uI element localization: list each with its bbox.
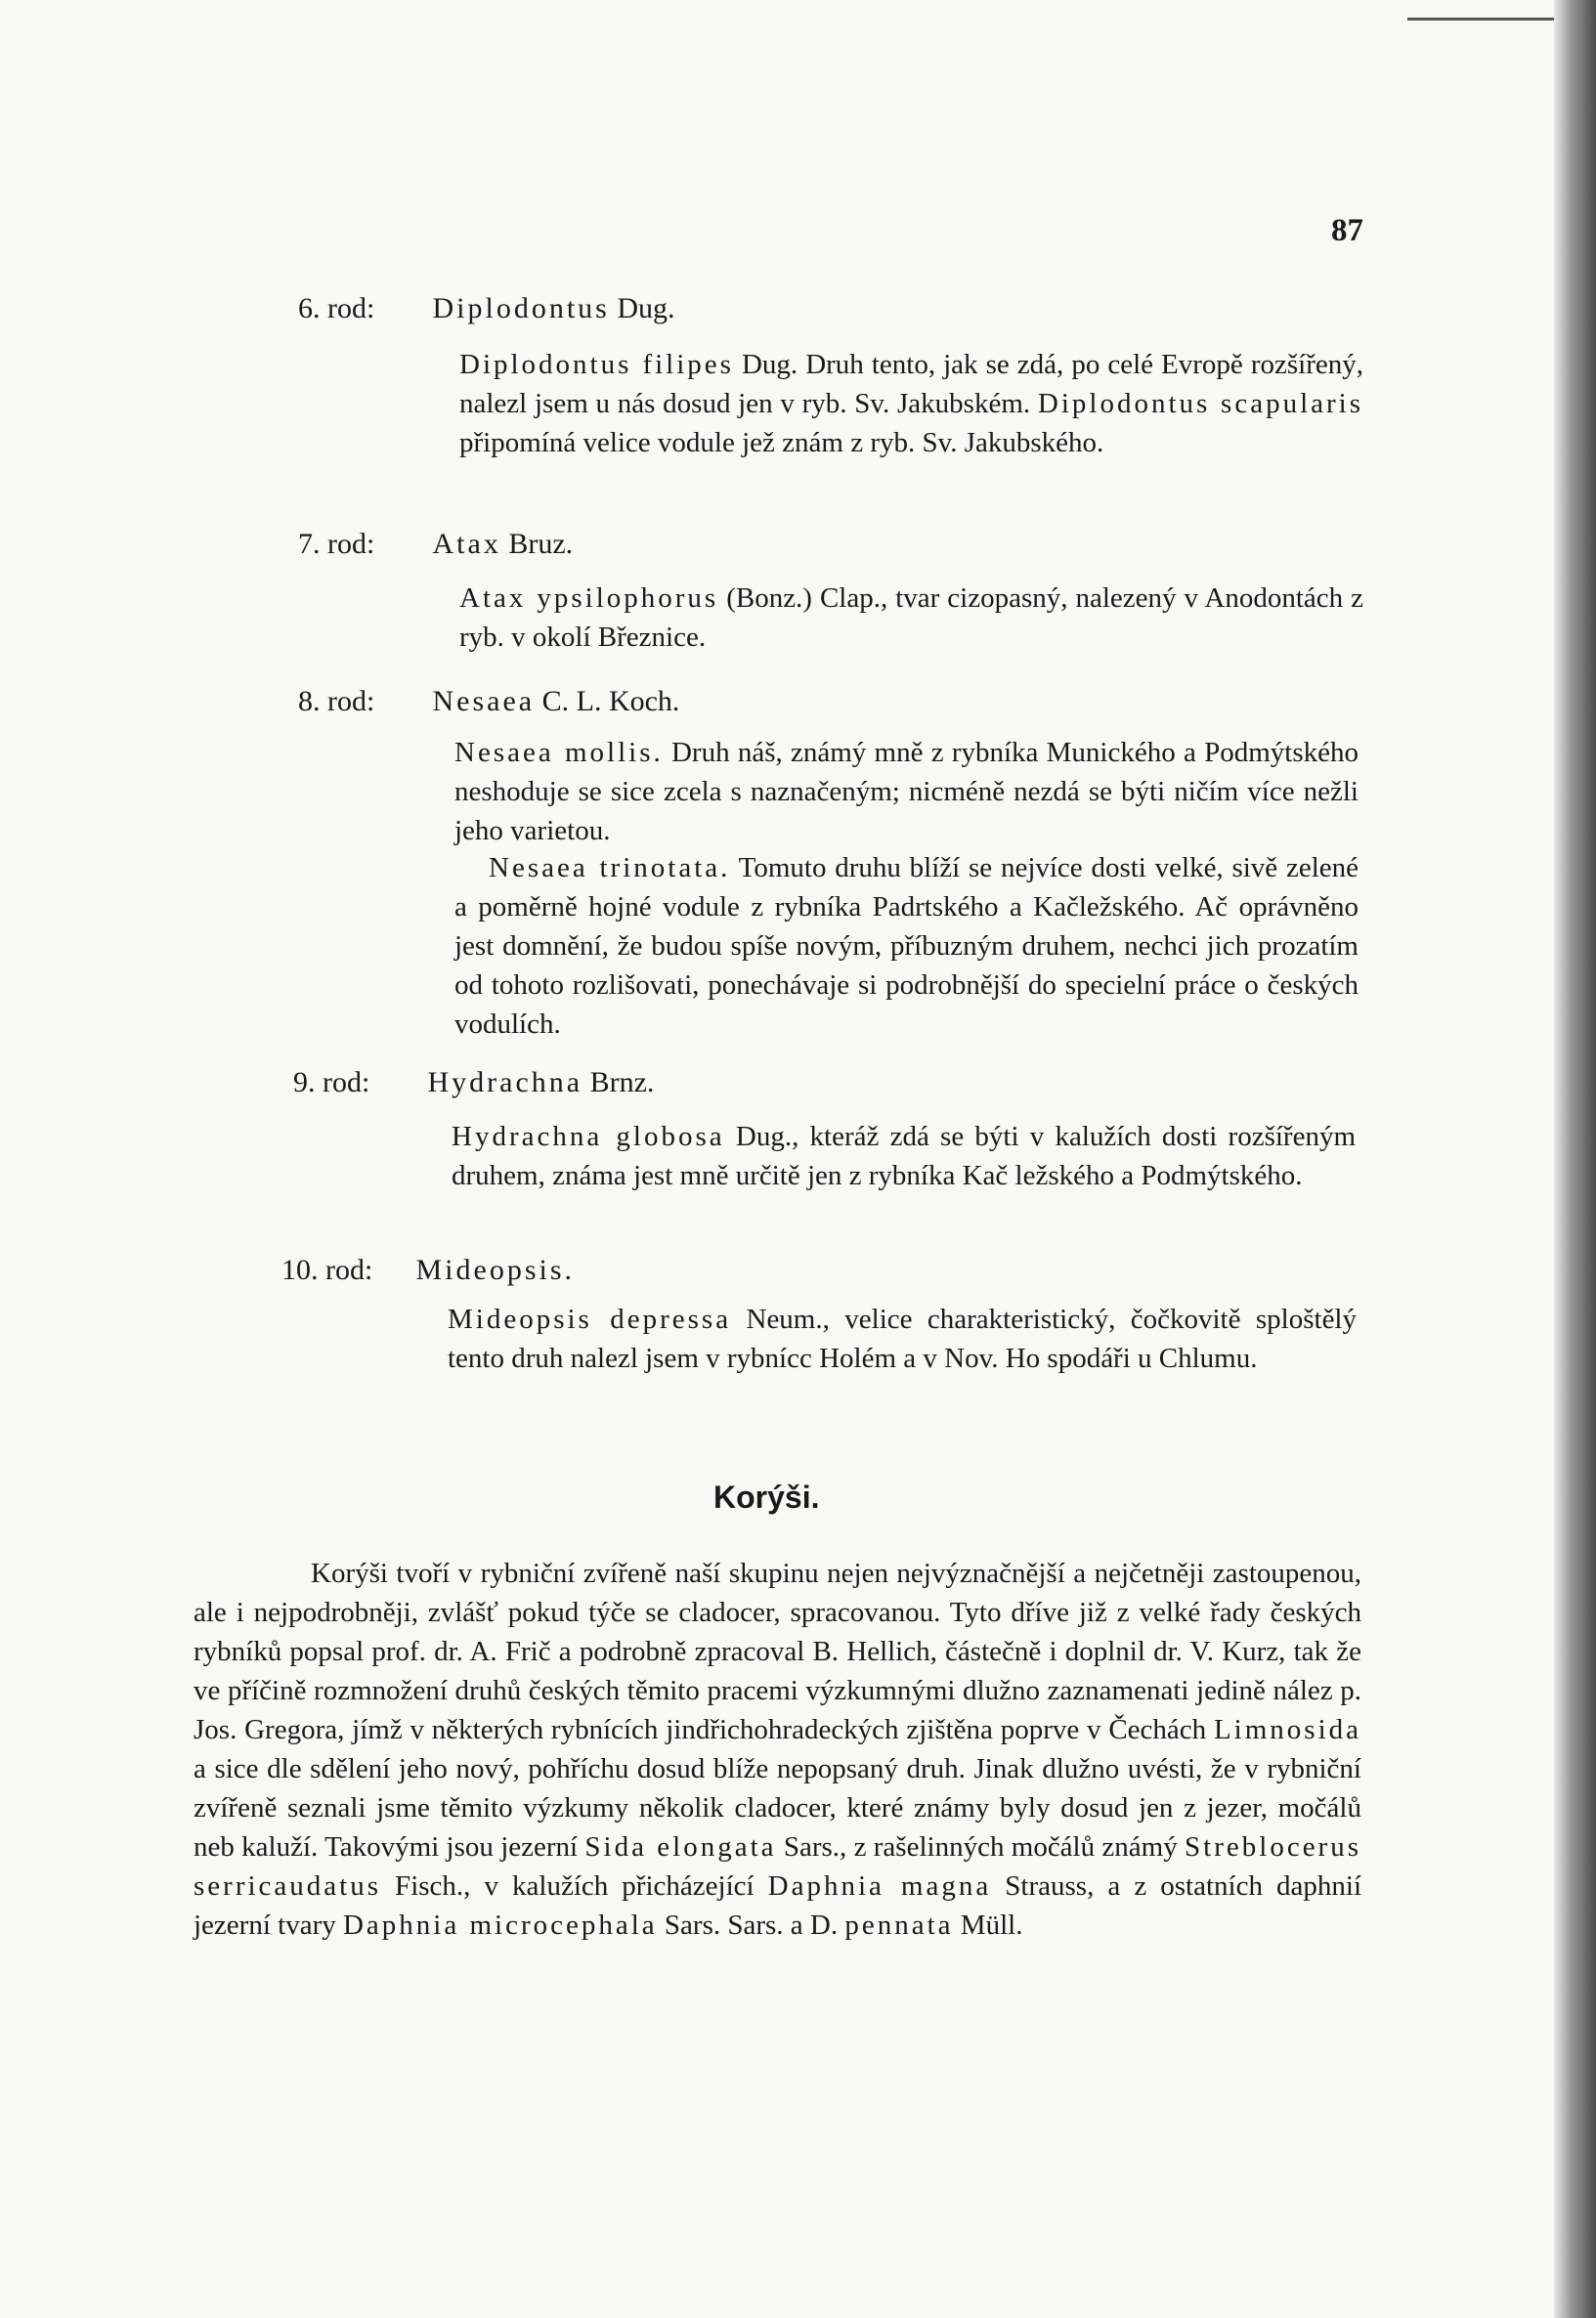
paragraph-text: Sars. Sars. a D. — [657, 1910, 845, 1941]
paragraph-text: Druh náš, známý mně z rybníka Munického a Podmýtského neshoduje se sice zcela s naznačeným; nicméně nezdá se býti ničím více nežli jeho varietou. — [454, 737, 1359, 846]
rod-label: 10. rod: — [281, 1254, 373, 1286]
species-name: Mideopsis depressa — [448, 1304, 732, 1335]
genus-name: Hydrachna — [427, 1066, 583, 1098]
paragraph-text: Dug., kteráž zdá se býti v kalužích dosti rozšířeným druhem, známa jest mně určitě jen z rybníka Kač ležského a Podmýtského. — [452, 1121, 1356, 1191]
species-name: Nesaea mollis. — [454, 737, 664, 768]
paragraph-text: Sars., z rašelinných močálů známý — [776, 1831, 1186, 1863]
genus-author: Brnz. — [589, 1066, 655, 1098]
genus-author: C. L. Koch. — [541, 685, 680, 717]
rod-label: 7. rod: — [298, 528, 375, 560]
paragraph — [459, 345, 1363, 462]
paragraph-text: Korýši tvoří v rybniční zvířeně naší skupinu nejen nejvýznačnější a nejčetněji zastoupenou, ale i nejpodrobněji, zvlášť pokud týče se cladocer, spracovanou. Tyto dříve již z velké řady českých rybníků popsal prof. dr. A. Frič a podrobně zpracoval B. Hellich, částečně i doplnil dr. V. Kurz, tak že ve příčině rozmnožení druhů českých těmito pracemi výzkumnými dlužno zaznamenati jedině nález p. Jos. Gregora, jímž v některých rybnících jindřichohradeckých zjištěna poprve v Čechách — [194, 1558, 1361, 1745]
paragraph — [452, 1117, 1356, 1195]
species-name: Limnosida — [1213, 1714, 1361, 1745]
paragraph-text: Müll. — [953, 1910, 1023, 1941]
species-name: Hydrachna globosa — [452, 1121, 725, 1152]
genus-author: Bruz. — [508, 528, 574, 560]
rod-label: 6. rod: — [298, 292, 375, 324]
paragraph — [454, 733, 1359, 850]
species-name: Diplodontus scapularis — [1037, 388, 1363, 419]
paragraph-text: Neum., velice charakteristický, čočkovitě sploštělý tento druh nalezl jsem v rybnícc Holém a v Nov. Ho spodáři u Chlumu. — [448, 1304, 1357, 1374]
species-name: Atax ypsilophorus — [459, 582, 719, 614]
species-name: pennata — [844, 1910, 954, 1941]
species-name: Nesaea trinotata. — [489, 852, 731, 883]
rod-heading-8 — [298, 682, 679, 721]
species-name: Streblocerus serricaudatus — [194, 1831, 1362, 1902]
paragraph-text: a sice dle sdělení jeho nový, pohříchu dosud blíže nepopsaný druh. Jinak dlužno uvésti, že v rybniční zvířeně seznali jsme těmito výzkumy několik cladocer, které známy byly dosud jen z jezer, močálů neb kaluží. Takovými jsou jezerní — [194, 1753, 1361, 1863]
rod-heading-7 — [298, 525, 573, 564]
page-number: 87 — [1331, 213, 1363, 248]
rod-heading-6 — [298, 289, 675, 328]
paragraph — [454, 848, 1359, 1044]
species-name: Diplodontus filipes — [459, 349, 734, 380]
paragraph-text: (Bonz.) Clap., tvar cizopasný, nalezený v Anodontách z ryb. v okolí Březnice. — [459, 582, 1363, 653]
rod-heading-10 — [281, 1251, 575, 1290]
paragraph-text: Fisch., v kalužích přicházející — [381, 1870, 768, 1902]
paragraph — [459, 579, 1363, 657]
paragraph-text: připomíná velice vodule jež znám z ryb. Sv. Jakubského. — [459, 427, 1104, 458]
genus-name: Diplodontus — [432, 292, 610, 324]
paragraph-korysi — [194, 1554, 1361, 1945]
genus-name: Nesaea — [432, 685, 536, 717]
species-name: Sida elongata — [584, 1831, 777, 1863]
paragraph-text: Dug. Druh tento, jak se zdá, po celé Evropě rozšířený, nalezl jsem u nás dosud jen v ryb. Sv. Jakubském. — [459, 349, 1363, 419]
species-name: Daphnia microcephala — [342, 1910, 658, 1941]
genus-name: Mideopsis. — [415, 1254, 576, 1286]
rod-heading-9 — [293, 1063, 654, 1102]
genus-name: Atax — [432, 528, 501, 560]
section-heading: Korýši. — [713, 1480, 820, 1515]
paragraph-text: Tomuto druhu blíží se nejvíce dosti velké, sivě zelené a poměrně hojné vodule z rybníka Padrtského a Kačležského. Ač oprávněno jest domnění, že budou spíše novým, příbuzným druhem, nechci jich prozatím od tohoto rozlišovati, ponechávaje si podrobnější do specielní práce o českých vodulích. — [454, 852, 1359, 1040]
scan-edge-shadow — [1554, 0, 1596, 2318]
paragraph-text: Strauss, a z ostatních daphnií jezerní tvary — [194, 1870, 1361, 1941]
rod-label: 8. rod: — [298, 685, 375, 717]
genus-author: Dug. — [617, 292, 675, 324]
scan-edge-top — [1407, 18, 1554, 21]
rod-label: 9. rod: — [293, 1066, 370, 1098]
paragraph — [448, 1300, 1357, 1378]
species-name: Daphnia magna — [767, 1870, 992, 1902]
